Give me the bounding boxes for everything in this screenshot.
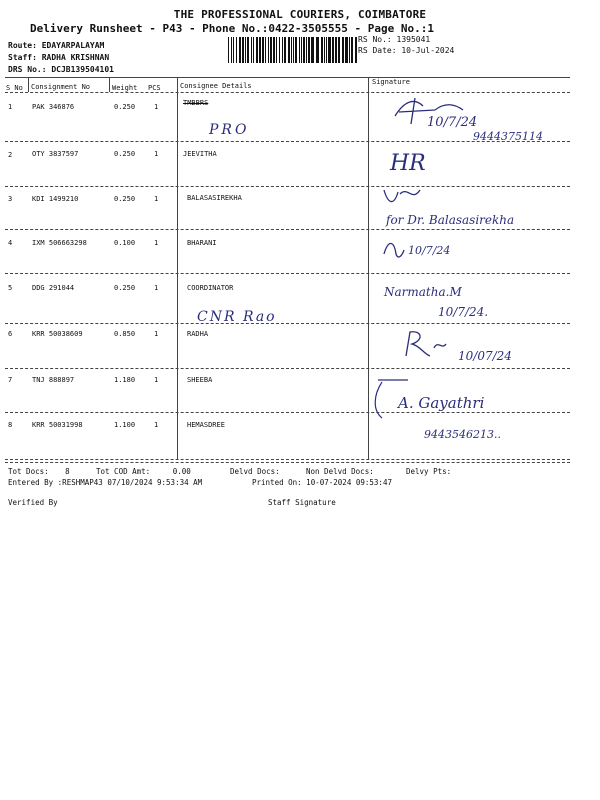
row-weight: 0.250 <box>114 150 136 158</box>
rs-number: RS No.: 1395041 <box>358 35 431 44</box>
signature-row-6 <box>400 326 540 374</box>
row-weight: 0.250 <box>114 284 136 292</box>
row-weight: 0.250 <box>114 195 136 203</box>
company-title: THE PROFESSIONAL COURIERS, COIMBATORE <box>173 8 427 21</box>
col-header-consignee: Consignee Details <box>180 82 252 90</box>
signature-row-5 <box>382 280 542 328</box>
row-weight: 0.100 <box>114 239 136 247</box>
svg-text:HR: HR <box>390 151 426 176</box>
row-pcs: 1 <box>154 330 159 338</box>
runsheet-title: Delivery Runsheet - P43 - Phone No.:0422-3505555 - Page No.:1 <box>30 22 434 35</box>
row-consignment: KRR 50031998 <box>32 421 83 429</box>
svg-text:A. Gayathri: A. Gayathri <box>398 394 485 412</box>
row-consignee: BALASASIREKHA <box>187 194 242 202</box>
svg-text:for Dr. Balasasirekha: for Dr. Balasasirekha <box>386 213 515 227</box>
row-consignee: JEEVITHA <box>183 150 217 158</box>
col-header-signature: Signature <box>372 78 410 86</box>
svg-text:CNR Rao: CNR Rao <box>197 309 277 325</box>
row-sno: 4 <box>8 239 13 247</box>
entered-by: Entered By :RESHMAP43 07/10/2024 9:53:34 AM <box>8 478 203 487</box>
row-consignment: IXM 506663298 <box>32 239 87 247</box>
verified-by-label: Verified By <box>8 498 58 507</box>
row-consignment: PAK 346876 <box>32 103 75 111</box>
svg-text:Narmatha.M: Narmatha.M <box>384 285 462 299</box>
total-docs <box>8 467 70 476</box>
handwritten-note-cnr-rao <box>195 303 305 333</box>
row-pcs: 1 <box>154 284 159 292</box>
row-divider <box>5 459 570 460</box>
total-cod-value: 0.00 <box>172 467 191 476</box>
col-divider <box>28 77 29 92</box>
rs-date: RS Date: 10-Jul-2024 <box>358 46 455 55</box>
svg-text:PRO: PRO <box>209 122 250 138</box>
row-consignment: KDI 1499210 <box>32 195 79 203</box>
staff-signature-label: Staff Signature <box>268 498 336 507</box>
row-sno: 1 <box>8 103 13 111</box>
row-consignment: OTY 3837597 <box>32 150 79 158</box>
row-sno: 8 <box>8 421 13 429</box>
row-sno: 7 <box>8 376 13 384</box>
row-pcs: 1 <box>154 421 159 429</box>
staff-label: Staff: RADHA KRISHNAN <box>8 53 110 62</box>
row-sno: 2 <box>8 151 13 159</box>
row-pcs: 1 <box>154 239 159 247</box>
printed-on: Printed On: 10-07-2024 09:53:47 <box>252 478 392 487</box>
row-weight: 0.850 <box>114 330 136 338</box>
row-consignee: HEMASDREE <box>187 421 225 429</box>
row-sno: 3 <box>8 195 13 203</box>
total-docs-value: 8 <box>65 467 70 476</box>
row-pcs: 1 <box>154 103 159 111</box>
row-consignee: SHEEBA <box>187 376 213 384</box>
total-cod <box>96 467 191 476</box>
total-docs-label: Tot Docs: <box>8 467 49 476</box>
row-weight: 0.250 <box>114 103 136 111</box>
row-weight: 1.100 <box>114 421 136 429</box>
signature-row-3 <box>378 180 578 234</box>
row-divider <box>5 273 570 274</box>
svg-text:9444375114: 9444375114 <box>473 130 543 143</box>
row-consignee: BHARANI <box>187 239 217 247</box>
table-top-border <box>5 77 570 78</box>
handwritten-note-pro <box>205 116 265 144</box>
svg-text:9443546213..: 9443546213.. <box>424 428 501 441</box>
col-divider <box>177 77 178 459</box>
total-cod-label: Tot COD Amt: <box>96 467 151 476</box>
signature-row-4 <box>380 236 500 268</box>
col-header-weight: Weight <box>112 84 138 92</box>
row-pcs: 1 <box>154 195 159 203</box>
svg-text:10/07/24: 10/07/24 <box>458 349 512 363</box>
delvy-pts-label: Delvy Pts: <box>406 467 452 476</box>
row-consignment: DDG 291044 <box>32 284 75 292</box>
non-delvd-docs-label: Non Delvd Docs: <box>306 467 374 476</box>
barcode-image <box>228 37 358 63</box>
signature-row-1 <box>375 90 590 146</box>
col-header-pcs: PCS <box>148 84 161 92</box>
signature-row-7 <box>368 374 568 458</box>
row-consignee: COORDINATOR <box>187 284 234 292</box>
row-consignee: TMBBRS <box>183 99 209 107</box>
route-label: Route: EDAYARPALAYAM <box>8 41 105 50</box>
svg-text:10/7/24: 10/7/24 <box>408 244 451 257</box>
drs-label: DRS No.: DCJB139504101 <box>8 65 114 74</box>
row-pcs: 1 <box>154 150 159 158</box>
svg-text:10/7/24.: 10/7/24. <box>438 305 489 319</box>
col-header-consignment: Consignment No <box>31 83 91 91</box>
col-divider <box>109 77 110 92</box>
row-pcs: 1 <box>154 376 159 384</box>
row-consignment: KRR 50038609 <box>32 330 83 338</box>
row-weight: 1.180 <box>114 376 136 384</box>
col-header-sno: S No <box>6 84 23 92</box>
row-consignment: TNJ 888897 <box>32 376 75 384</box>
row-sno: 6 <box>8 330 13 338</box>
row-sno: 5 <box>8 284 13 292</box>
table-bottom-border <box>5 462 570 463</box>
svg-text:10/7/24: 10/7/24 <box>427 115 478 130</box>
delvd-docs-label: Delvd Docs: <box>230 467 280 476</box>
row-consignee: RADHA <box>187 330 209 338</box>
